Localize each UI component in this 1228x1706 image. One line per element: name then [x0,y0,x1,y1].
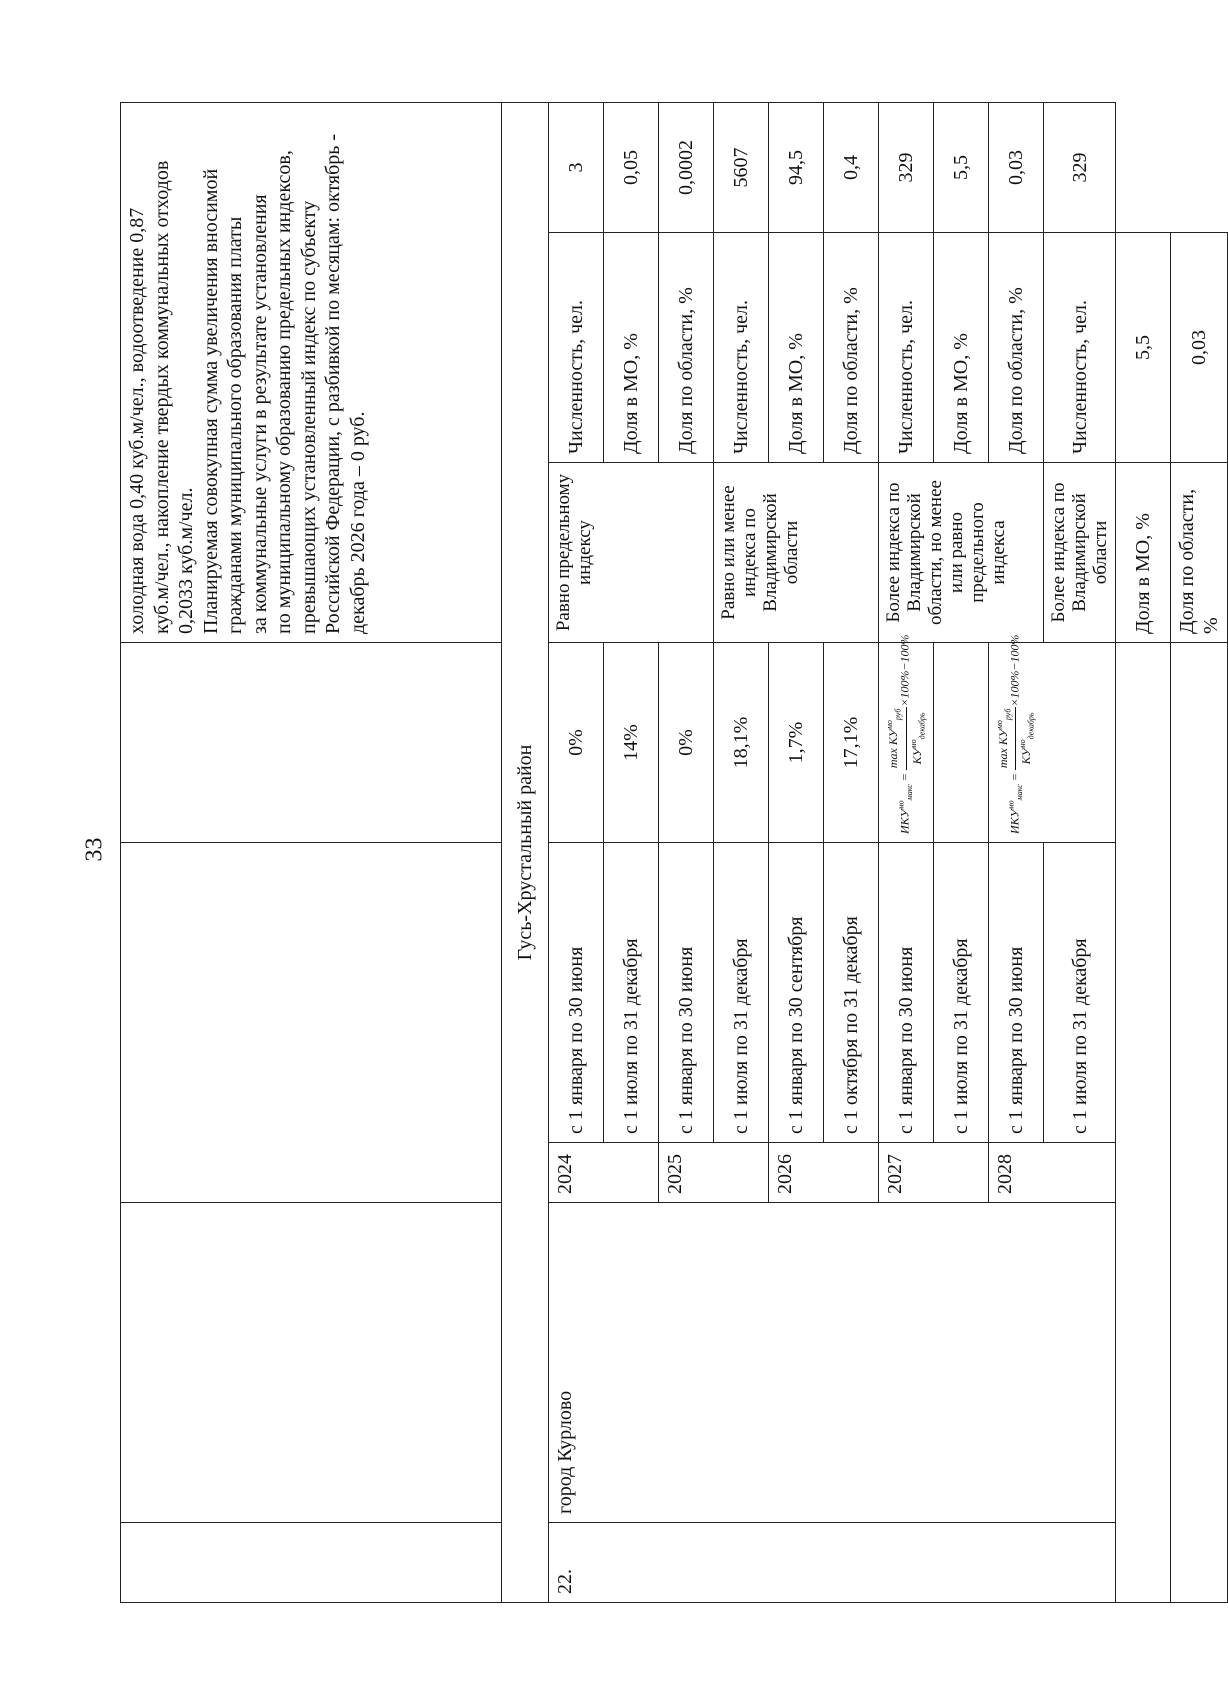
year-cell: 2026 [769,1143,879,1203]
period-range: с 1 января по 30 сентября [769,843,824,1143]
metric-value: 0,0002 [659,102,714,232]
index-empty [934,643,989,843]
index-value: 0% [549,643,604,843]
metric-value: 3 [549,102,604,232]
metric-name: Доля в МО, % [769,233,824,463]
formula-num-sub: руб [893,708,903,721]
metric-name: Доля в МО, % [1116,463,1171,643]
formula-den-sub: декабрь [1026,712,1036,740]
formula-denominator [907,707,929,770]
metric-value: 5607 [714,102,769,232]
period-range: с 1 октября по 31 декабря [824,843,879,1143]
note-line: за коммунальные услуги в результате установления [248,194,271,634]
formula-den-text: КУ [1019,748,1034,765]
note-line: холодная вода 0,40 куб.м/чел., водоотведение 0,87 [126,207,148,634]
metric-value: 329 [1044,102,1116,232]
metric-name: Доля по области, % [824,233,879,463]
period-range: с 1 января по 30 июня [659,843,714,1143]
metric-name: Численность, чел. [549,233,604,463]
cont-cell-empty-1 [121,1523,502,1603]
period-range: с 1 июля по 31 декабря [714,843,769,1143]
group-label: Равно предельному индексу [549,463,714,643]
metric-name: Доля в МО, % [934,233,989,463]
filler-cell [1171,643,1228,1603]
district-row [502,102,549,1602]
group-label: Равно или менее индекса по Владимирской области [714,463,879,643]
formula-num-sup: мо [885,720,895,730]
note-line: Планируемая совокупная сумма увеличения вносимой [199,168,222,634]
formula-lhs: ИКУ [1007,809,1022,834]
note-line: 0,2033 куб.м/чел. [175,487,197,634]
group-label: Более индекса по Владимирской области, но менее или равно предельного индекса [879,463,1044,643]
formula-lhs-sub: макс [1015,784,1025,801]
formula-numerator [883,707,906,770]
metric-value: 0,05 [604,102,659,232]
year-cell: 2028 [989,1143,1116,1203]
group-label: Более индекса по Владимирской области [1044,463,1116,643]
period-range: с 1 июля по 31 декабря [1044,843,1116,1143]
index-value: 0% [659,643,714,843]
metric-name: Численность, чел. [879,233,934,463]
table-row [1116,102,1171,1602]
formula-den-text: КУ [909,748,924,765]
district-name: Гусь-Хрустальный район [502,102,549,1602]
note-line: Российской Федерации, с разбивкой по месяцам: октябрь - [322,133,344,634]
note-line: превышающих установленный индекс по субъекту [297,200,320,634]
metric-value: 0,4 [824,102,879,232]
note-line: декабрь 2026 года – 0 руб. [346,411,369,634]
period-range: с 1 января по 30 июня [879,843,934,1143]
table-row [1171,102,1228,1602]
continuation-row [121,102,502,1602]
table-row [549,102,604,1602]
metric-value: 0,03 [1171,233,1228,463]
formula-lhs: ИКУ [897,809,912,834]
period-range: с 1 июля по 31 декабря [934,843,989,1143]
indices-table [120,102,1228,1603]
index-value: 1,7% [769,643,824,843]
index-formula: $ИКУ^{мо}_{макс}$ = $\max КУ^{мо}_{руб}$ $КУ^{мо}_{декабрь}$ ×100%−100% [989,643,1116,843]
note-line: гражданами муниципального образования платы [224,216,246,634]
formula-tail: ×100%−100% [897,634,912,707]
metric-name: Численность, чел. [714,233,769,463]
year-cell: 2027 [879,1143,989,1203]
metric-value: 329 [879,102,934,232]
year-cell: 2025 [659,1143,769,1203]
cont-cell-empty-2 [121,1203,502,1523]
formula-num-text: max КУ [996,729,1010,769]
formula-num-sup: мо [995,720,1004,730]
formula-fraction [993,707,1039,770]
metric-value: 94,5 [769,102,824,232]
cont-cell-empty-3 [121,843,502,1203]
page-number: 33 [81,837,108,862]
formula-den-sup: мо [1018,739,1028,749]
period-range: с 1 июля по 31 декабря [604,843,659,1143]
formula-num-text: max КУ [886,729,901,769]
metric-name: Доля в МО, % [604,233,659,463]
metric-name: Доля по области, % [659,233,714,463]
metric-name: Доля по области, % [1171,463,1228,643]
index-value: 18,1% [714,643,769,843]
row-number: 22. [549,1523,1116,1603]
formula-num-sub: руб [1003,708,1013,721]
metric-value: 5,5 [1116,233,1171,463]
index-value: 14% [604,643,659,843]
formula-den-sup: мо [908,739,918,749]
formula-lhs-sup: мо [896,800,906,810]
period-range: с 1 января по 30 июня [549,843,604,1143]
period-range: с 1 января по 30 июня [989,843,1044,1143]
year-cell: 2024 [549,1143,659,1203]
metric-value: 5,5 [934,102,989,232]
note-line: по муниципальному образованию предельных индексов, [273,150,295,634]
cont-cell-empty-4 [121,643,502,843]
metric-value: 0,03 [989,102,1044,232]
note-line: куб.м/чел., накопление твердых коммунальных отходов [150,160,173,634]
formula-denominator [1016,707,1038,770]
index-value: 17,1% [824,643,879,843]
index-formula: $ИКУ^{мо}_{макс}$ = $\max КУ^{мо}_{руб}$ $КУ^{мо}_{декабрь}$ ×100%−100% [879,643,934,843]
formula-lhs-sub: макс [905,784,915,801]
rotated-table-wrapper [120,103,1222,1603]
formula-numerator [993,707,1016,770]
formula-tail: ×100%−100% [1007,634,1022,707]
formula-lhs-sup: мо [1006,800,1016,810]
metric-name: Численность, чел. [1044,233,1116,463]
municipality-name: город Курлово [549,1203,1116,1523]
filler-cell [1116,643,1171,1603]
metric-name: Доля по области, % [989,233,1044,463]
continuation-note [121,102,502,642]
formula-fraction [883,707,929,770]
formula-den-sub: декабрь [916,712,926,740]
